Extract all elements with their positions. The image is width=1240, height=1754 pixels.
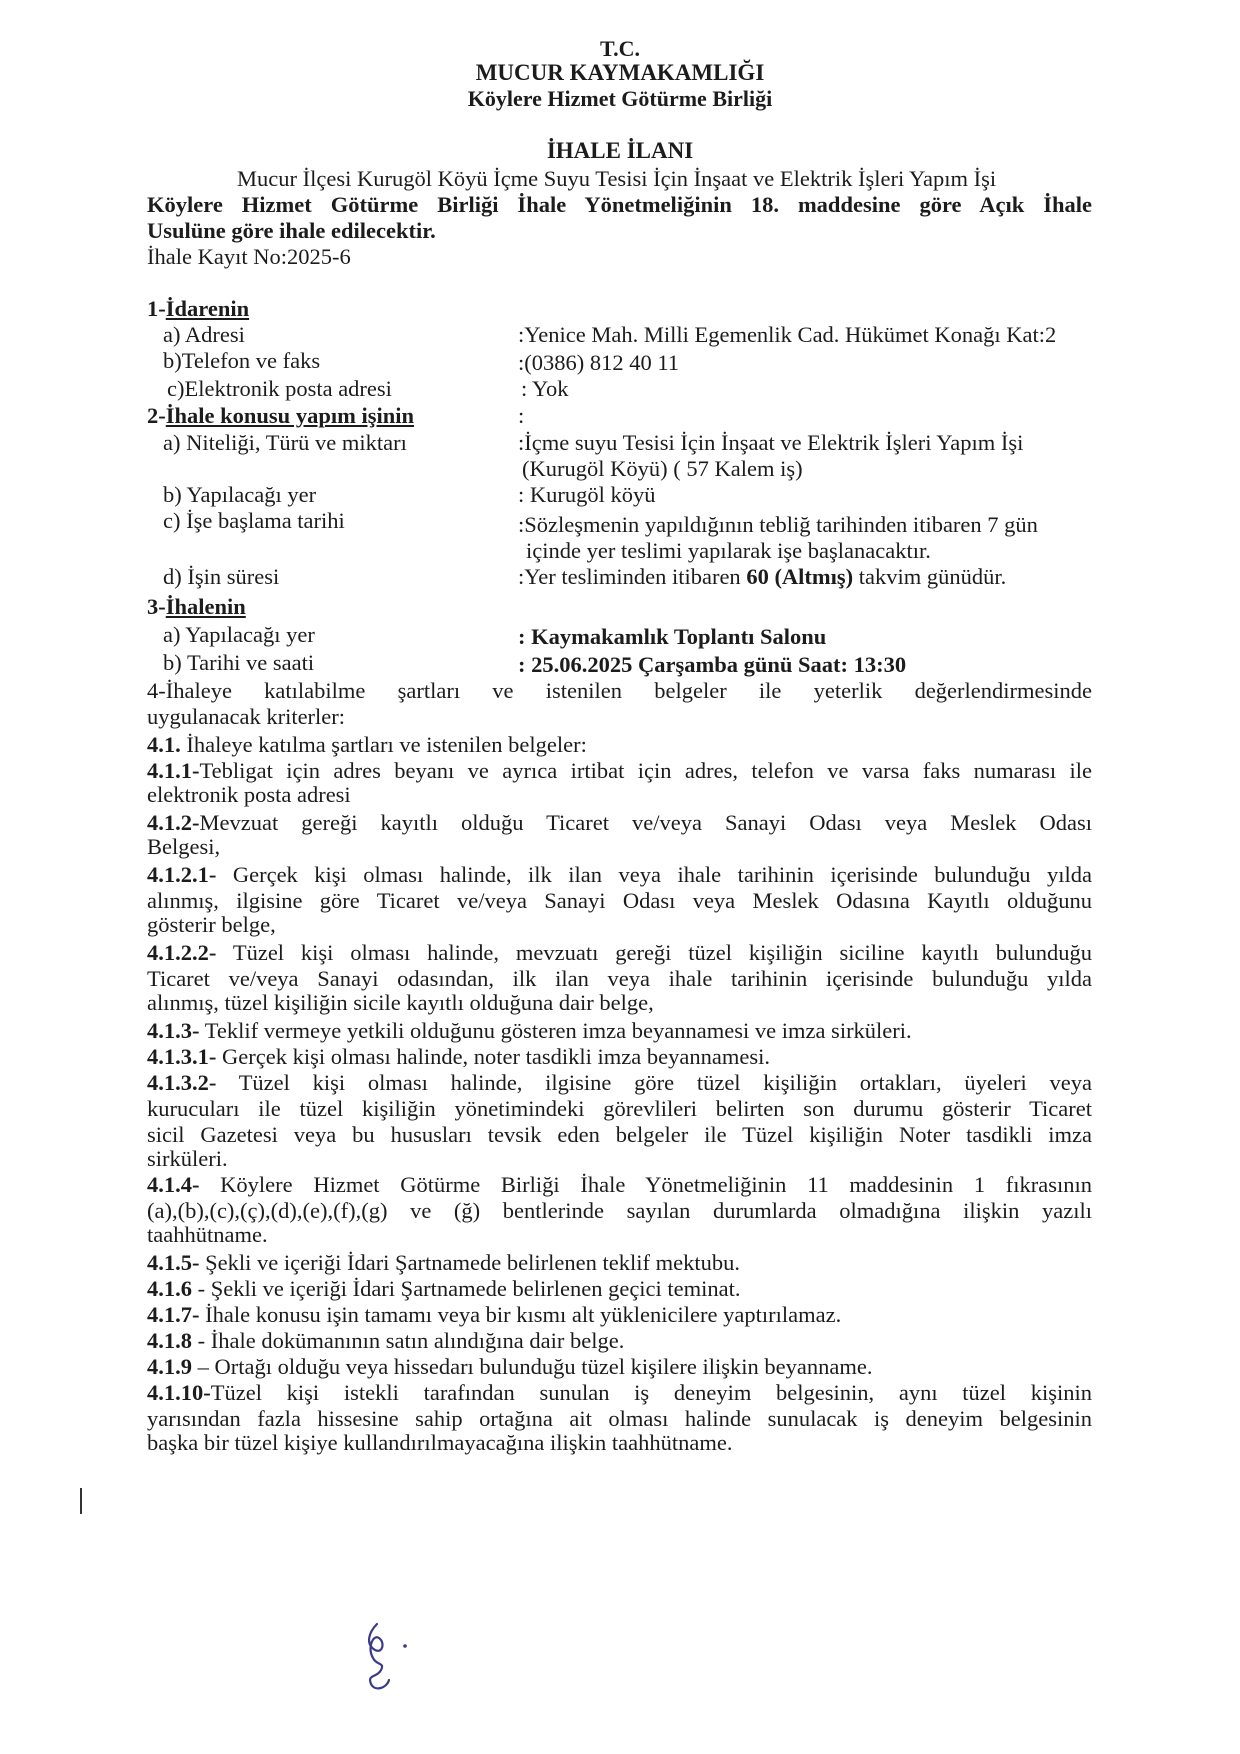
s2-start-label: c) İşe başlama tarihi xyxy=(163,508,345,533)
item-4-1-7-text: İhale konusu işin tamamı veya bir kısmı alt yüklenicilere yaptırılamaz. xyxy=(199,1302,842,1327)
s1-phone-value: :(0386) 812 40 11 xyxy=(518,350,680,375)
item-4-1-8 xyxy=(147,1328,624,1354)
item-4-1-5-number: 4.1.5- xyxy=(147,1250,200,1275)
s2-duration-label: d) İşin süresi xyxy=(163,564,280,589)
intro-rule-line2: Usulüne göre ihale edilecektir. xyxy=(147,218,436,243)
document-title: İHALE İLANI xyxy=(546,138,694,163)
section1-title: İdarenin xyxy=(165,296,250,321)
section2-heading xyxy=(147,403,414,429)
item-4-1-4-line2: (a),(b),(c),(ç),(d),(e),(f),(g) ve (ğ) bentlerinde sayılan durumlarda olmadığına ilişkin yazılı xyxy=(147,1198,1092,1223)
s4-intro-line2: uygulanacak kriterler: xyxy=(147,704,346,729)
item-4-1-3-2-line1 xyxy=(147,1070,1092,1096)
item-4-1-1-line2: elektronik posta adresi xyxy=(147,782,351,807)
item-4-1-8-number: 4.1.8 xyxy=(147,1328,192,1353)
s3-place-value: : Kaymakamlık Toplantı Salonu xyxy=(518,624,827,649)
item-4-1-2-1-line2: alınmış, ilgisine göre Ticaret ve/veya Sanayi Odası veya Meslek Odasına Kayıtlı olduğunu xyxy=(147,888,1092,913)
item-4-1-2-text: Mevzuat gereği kayıtlı olduğu Ticaret ve/veya Sanayi Odası veya Meslek Odası xyxy=(199,810,1092,835)
s1-email-label: c)Elektronik posta adresi xyxy=(167,376,392,401)
item-4-1-4-text: Köylere Hizmet Götürme Birliği İhale Yönetmeliğinin 11 maddesinin 1 fıkrasının xyxy=(199,1172,1092,1197)
item-4-1-10-text: Tüzel kişi istekli tarafından sunulan iş deneyim belgesinin, aynı tüzel kişinin xyxy=(210,1380,1092,1405)
item-4-1-3-text: Teklif vermeye yetkili olduğunu gösteren imza beyannamesi ve imza sirküleri. xyxy=(199,1018,912,1043)
section3-number: 3- xyxy=(147,594,166,619)
s2-duration-pre: :Yer tesliminden itibaren xyxy=(518,564,747,589)
record-number: İhale Kayıt No:2025-6 xyxy=(147,244,351,269)
item-4-1-3-1 xyxy=(147,1044,770,1070)
item-4-1-3-2-line3: sicil Gazetesi veya bu hususları tevsik eden belgeler ile Tüzel kişiliğin Noter tasdikli imza xyxy=(147,1122,1092,1147)
section3-heading xyxy=(147,594,246,620)
item-4-1 xyxy=(147,732,587,758)
item-4-1-7 xyxy=(147,1302,841,1328)
item-4-1-2-line1 xyxy=(147,810,1092,836)
item-4-1-2-2-line2: Ticaret ve/veya Sanayi odasından, ilk ilan veya ihale tarihinin içerisinde bulunduğu yılda xyxy=(147,966,1092,991)
item-4-1-10-number: 4.1.10- xyxy=(147,1380,211,1405)
section2-title: İhale konusu yapım işinin xyxy=(165,403,414,428)
item-4-1-6-text: - Şekli ve içeriği İdari Şartnamede belirlenen geçici teminat. xyxy=(192,1276,741,1301)
section3-title: İhalenin xyxy=(165,594,246,619)
section1-heading xyxy=(147,296,249,322)
s4-intro-line1: 4-İhaleye katılabilme şartları ve istenilen belgeler ile yeterlik değerlendirmesinde xyxy=(147,678,1092,703)
s2-nature-label: a) Niteliği, Türü ve miktarı xyxy=(163,430,407,455)
item-4-1-10-line3: başka bir tüzel kişiye kullandırılmayacağına ilişkin taahhütname. xyxy=(147,1430,733,1455)
item-4-1-7-number: 4.1.7- xyxy=(147,1302,200,1327)
item-4-1-2-2-text: Tüzel kişi olması halinde, mevzuatı gereği tüzel kişiliğin siciline kayıtlı bulunduğu xyxy=(216,940,1092,965)
item-4-1-2-2-line1 xyxy=(147,940,1092,966)
item-4-1-3-2-text: Tüzel kişi olması halinde, ilgisine göre tüzel kişiliğin ortakları, üyeleri veya xyxy=(216,1070,1092,1095)
item-4-1-2-2-line3: alınmış, tüzel kişiliğin sicile kayıtlı olduğuna dair belge, xyxy=(147,990,654,1015)
header-unit: Köylere Hizmet Götürme Birliği xyxy=(467,86,773,111)
s2-start-value-line2: içinde yer teslimi yapılarak işe başlanacaktır. xyxy=(526,538,931,563)
s3-date-label: b) Tarihi ve saati xyxy=(163,650,315,675)
s2-duration-post: takvim günüdür. xyxy=(853,564,1007,589)
item-4-1-2-1-text: Gerçek kişi olması halinde, ilk ilan veya ihale tarihinin içerisinde bulunduğu yılda xyxy=(216,862,1092,887)
s2-place-value: : Kurugöl köyü xyxy=(518,482,656,507)
item-4-1-3-2-number: 4.1.3.2- xyxy=(147,1070,217,1095)
item-4-1-5 xyxy=(147,1250,740,1276)
item-4-1-3-2-line4: sirküleri. xyxy=(147,1146,228,1171)
s3-place-label: a) Yapılacağı yer xyxy=(163,622,315,647)
s2-heading-colon: : xyxy=(518,403,525,428)
item-4-1-9-number: 4.1.9 xyxy=(147,1354,192,1379)
s1-phone-label: b)Telefon ve faks xyxy=(163,348,321,373)
item-4-1-8-text: - İhale dokümanının satın alındığına dair belge. xyxy=(192,1328,625,1353)
item-4-1-number: 4.1. xyxy=(147,732,181,757)
s2-nature-value-line2: (Kurugöl Köyü) ( 57 Kalem iş) xyxy=(522,456,803,481)
item-4-1-3-number: 4.1.3- xyxy=(147,1018,200,1043)
item-4-1-9-text: – Ortağı olduğu veya hissedarı bulunduğu tüzel kişilere ilişkin beyanname. xyxy=(192,1354,873,1379)
item-4-1-1-text: Tebligat için adres beyanı ve ayrıca irtibat için adres, telefon ve varsa faks numarası ile xyxy=(199,758,1092,783)
section2-number: 2- xyxy=(147,403,166,428)
item-4-1-1-line1 xyxy=(147,758,1092,784)
item-4-1-10-line2: yarısından fazla hissesine sahip ortağına ait olması halinde sunulacak iş deneyim belgesinin xyxy=(147,1406,1092,1431)
item-4-1-10-line1 xyxy=(147,1380,1092,1406)
item-4-1-3-1-number: 4.1.3.1- xyxy=(147,1044,217,1069)
s2-duration-days: 60 (Altmış) xyxy=(746,564,854,589)
s2-duration-value xyxy=(518,564,1006,590)
item-4-1-6-number: 4.1.6 xyxy=(147,1276,192,1301)
intro-subject: Mucur İlçesi Kurugöl Köyü İçme Suyu Tesisi İçin İnşaat ve Elektrik İşleri Yapım İşi xyxy=(237,166,997,191)
item-4-1-1-number: 4.1.1- xyxy=(147,758,200,783)
margin-mark xyxy=(80,1488,82,1514)
header-tc: T.C. xyxy=(600,36,640,61)
item-4-1-3 xyxy=(147,1018,912,1044)
item-4-1-2-number: 4.1.2- xyxy=(147,810,200,835)
item-4-1-3-1-text: Gerçek kişi olması halinde, noter tasdikli imza beyannamesi. xyxy=(216,1044,770,1069)
item-4-1-6 xyxy=(147,1276,741,1302)
item-4-1-9 xyxy=(147,1354,872,1380)
item-4-1-5-text: Şekli ve içeriği İdari Şartnamede belirlenen teklif mektubu. xyxy=(199,1250,740,1275)
s1-email-value: : Yok xyxy=(521,376,569,401)
item-4-1-4-line1 xyxy=(147,1172,1092,1198)
s2-nature-value-line1: :İçme suyu Tesisi İçin İnşaat ve Elektrik İşleri Yapım İşi xyxy=(518,430,1024,455)
s1-address-label: a) Adresi xyxy=(163,322,245,347)
header-authority: MUCUR KAYMAKAMLIĞI xyxy=(475,60,765,85)
item-4-1-3-2-line2: kurucuları ile tüzel kişiliğin yönetimindeki görevlileri belirten son durumu gösterir Ticaret xyxy=(147,1096,1092,1121)
item-4-1-2-2-number: 4.1.2.2- xyxy=(147,940,217,965)
s1-address-value: :Yenice Mah. Milli Egemenlik Cad. Hükümet Konağı Kat:2 xyxy=(518,322,1057,347)
intro-rule-line1: Köylere Hizmet Götürme Birliği İhale Yönetmeliğinin 18. maddesine göre Açık İhale xyxy=(147,192,1092,217)
item-4-1-4-number: 4.1.4- xyxy=(147,1172,200,1197)
s3-date-value: : 25.06.2025 Çarşamba günü Saat: 13:30 xyxy=(518,652,907,677)
s2-place-label: b) Yapılacağı yer xyxy=(163,482,317,507)
item-4-1-2-1-line3: gösterir belge, xyxy=(147,912,276,937)
section1-number: 1- xyxy=(147,296,166,321)
signature-paraph xyxy=(355,1618,425,1698)
item-4-1-4-line3: taahhütname. xyxy=(147,1222,268,1247)
item-4-1-2-1-number: 4.1.2.1- xyxy=(147,862,217,887)
item-4-1-text: İhaleye katılma şartları ve istenilen belgeler: xyxy=(180,732,587,757)
item-4-1-2-1-line1 xyxy=(147,862,1092,888)
item-4-1-2-line2: Belgesi, xyxy=(147,834,221,859)
s2-start-value-line1: :Sözleşmenin yapıldığının tebliğ tarihinden itibaren 7 gün xyxy=(518,512,1038,537)
